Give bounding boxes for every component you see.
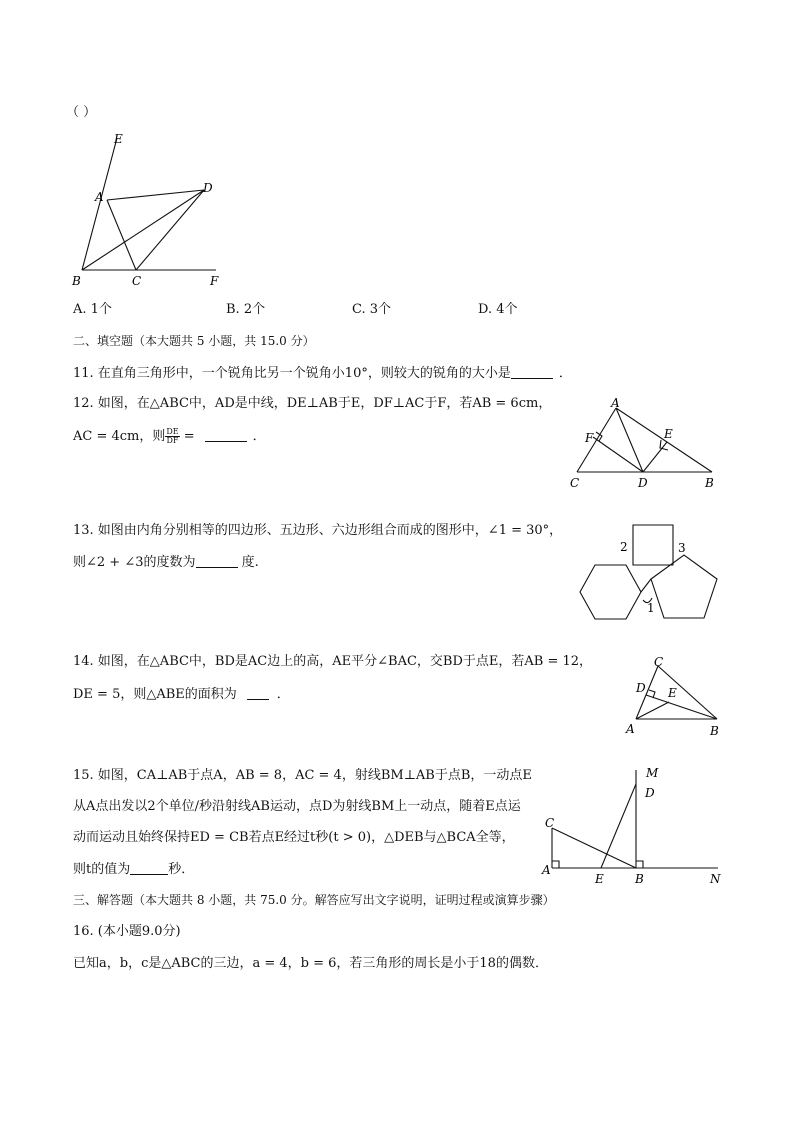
q12-line2 xyxy=(73,428,266,445)
q15-label-m: M xyxy=(646,766,659,780)
q12-label-a: A xyxy=(611,396,620,410)
q12-label-f: F xyxy=(585,431,594,445)
q10-option-a: A. 1个 xyxy=(73,302,112,317)
q13-line2 xyxy=(73,555,259,569)
q10-label-e: E xyxy=(114,132,123,146)
q14-label-d: D xyxy=(636,681,646,695)
q14-line2 xyxy=(73,687,290,701)
q10-label-b: B xyxy=(72,274,81,288)
section3-heading: 三、解答题（本大题共 8 小题，共 75.0 分。解答应写出文字说明，证明过程或演算步骤） xyxy=(73,893,555,907)
q12-label-d: D xyxy=(638,476,648,490)
q11-text: 11. 在直角三角形中，一个锐角比另一个锐角小10°，则较大的锐角的大小是 xyxy=(73,366,511,381)
q15-label-d: D xyxy=(645,786,655,800)
q15-label-c: C xyxy=(545,816,555,830)
q15-answer-blank[interactable] xyxy=(130,862,168,875)
q12-line1: 12. 如图，在△ABC中，AD是中线，DE⊥AB于E，DF⊥AC于F，若AB = 6cm， xyxy=(73,396,552,411)
q13-figure xyxy=(578,520,728,625)
q12-figure xyxy=(566,396,726,491)
q11-line xyxy=(73,366,572,380)
q11-end: ． xyxy=(558,366,572,381)
q12-label-c: C xyxy=(570,476,580,490)
q14-label-c: C xyxy=(654,655,664,669)
q12-end: ． xyxy=(252,429,266,444)
q13-label-3: 3 xyxy=(678,541,686,555)
q15-line4 xyxy=(73,862,194,876)
q12-line2-pre: AC = 4cm，则 xyxy=(73,429,166,444)
q11-answer-blank[interactable] xyxy=(511,366,553,379)
q10-option-b: B. 2个 xyxy=(226,302,266,317)
q12-frac-numerator: DE xyxy=(166,427,179,436)
q13-square xyxy=(633,525,673,565)
q12-label-e: E xyxy=(664,427,673,441)
q13-line2-pre: 则∠2 + ∠3的度数为 xyxy=(73,555,196,570)
q14-figure xyxy=(622,655,732,740)
q12-answer-blank[interactable] xyxy=(205,429,247,442)
q12-label-b: B xyxy=(705,476,714,490)
q15-line2: 从A点出发以2个单位/秒沿射线AB运动，点D为射线BM上一动点，随着E点运 xyxy=(73,799,521,814)
q14-line2-post: ． xyxy=(276,687,290,702)
q10-figure xyxy=(66,128,246,293)
q15-label-b: B xyxy=(635,872,644,886)
q15-label-e: E xyxy=(595,872,604,886)
q16-header: 16. (本小题9.0分) xyxy=(73,924,181,939)
q14-label-a: A xyxy=(626,722,635,736)
section2-heading: 二、填空题（本大题共 5 小题，共 15.0 分） xyxy=(73,334,315,348)
q15-line3: 动而运动且始终保持ED = CB若点E经过t秒(t > 0)，△DEB与△BCA全等， xyxy=(73,830,515,845)
q13-label-1: 1 xyxy=(647,601,655,615)
q10-bracket: （ ） xyxy=(66,105,97,120)
q12-fraction xyxy=(165,428,179,445)
q12-frac-denominator: DF xyxy=(166,436,179,445)
q16-text: 已知a，b，c是△ABC的三边，a = 4，b = 6，若三角形的周长是小于18的偶数． xyxy=(73,956,548,971)
q14-line2-pre: DE = 5，则△ABE的面积为 xyxy=(73,687,237,702)
q10-label-a: A xyxy=(95,190,104,204)
q15-label-n: N xyxy=(710,872,721,886)
q15-line4-pre: 则t的值为 xyxy=(73,862,131,877)
q14-label-b: B xyxy=(710,724,719,738)
q13-label-2: 2 xyxy=(620,540,628,554)
q14-line1: 14. 如图，在△ABC中，BD是AC边上的高，AE平分∠BAC，交BD于点E，若AB = 12， xyxy=(73,654,593,669)
q15-figure xyxy=(538,762,738,887)
q10-label-c: C xyxy=(132,274,142,288)
q10-label-f: F xyxy=(210,274,219,288)
q10-label-d: D xyxy=(203,181,213,195)
q10-option-d: D. 4个 xyxy=(478,302,518,317)
q15-line4-post: 秒． xyxy=(168,862,195,877)
q13-line2-post: 度. xyxy=(237,555,259,570)
q13-hexagon xyxy=(580,565,641,619)
q13-answer-blank[interactable] xyxy=(196,555,238,568)
q15-label-a: A xyxy=(542,863,551,877)
q13-line1: 13. 如图由内角分别相等的四边形、五边形、六边形组合而成的图形中，∠1 = 30°， xyxy=(73,523,563,538)
q15-line1: 15. 如图，CA⊥AB于点A，AB = 8，AC = 4，射线BM⊥AB于点B，一动点E xyxy=(73,768,532,783)
q10-option-c: C. 3个 xyxy=(352,302,392,317)
q12-equals: = xyxy=(179,429,195,444)
q14-label-e: E xyxy=(668,686,677,700)
q14-answer-blank[interactable] xyxy=(247,687,269,700)
